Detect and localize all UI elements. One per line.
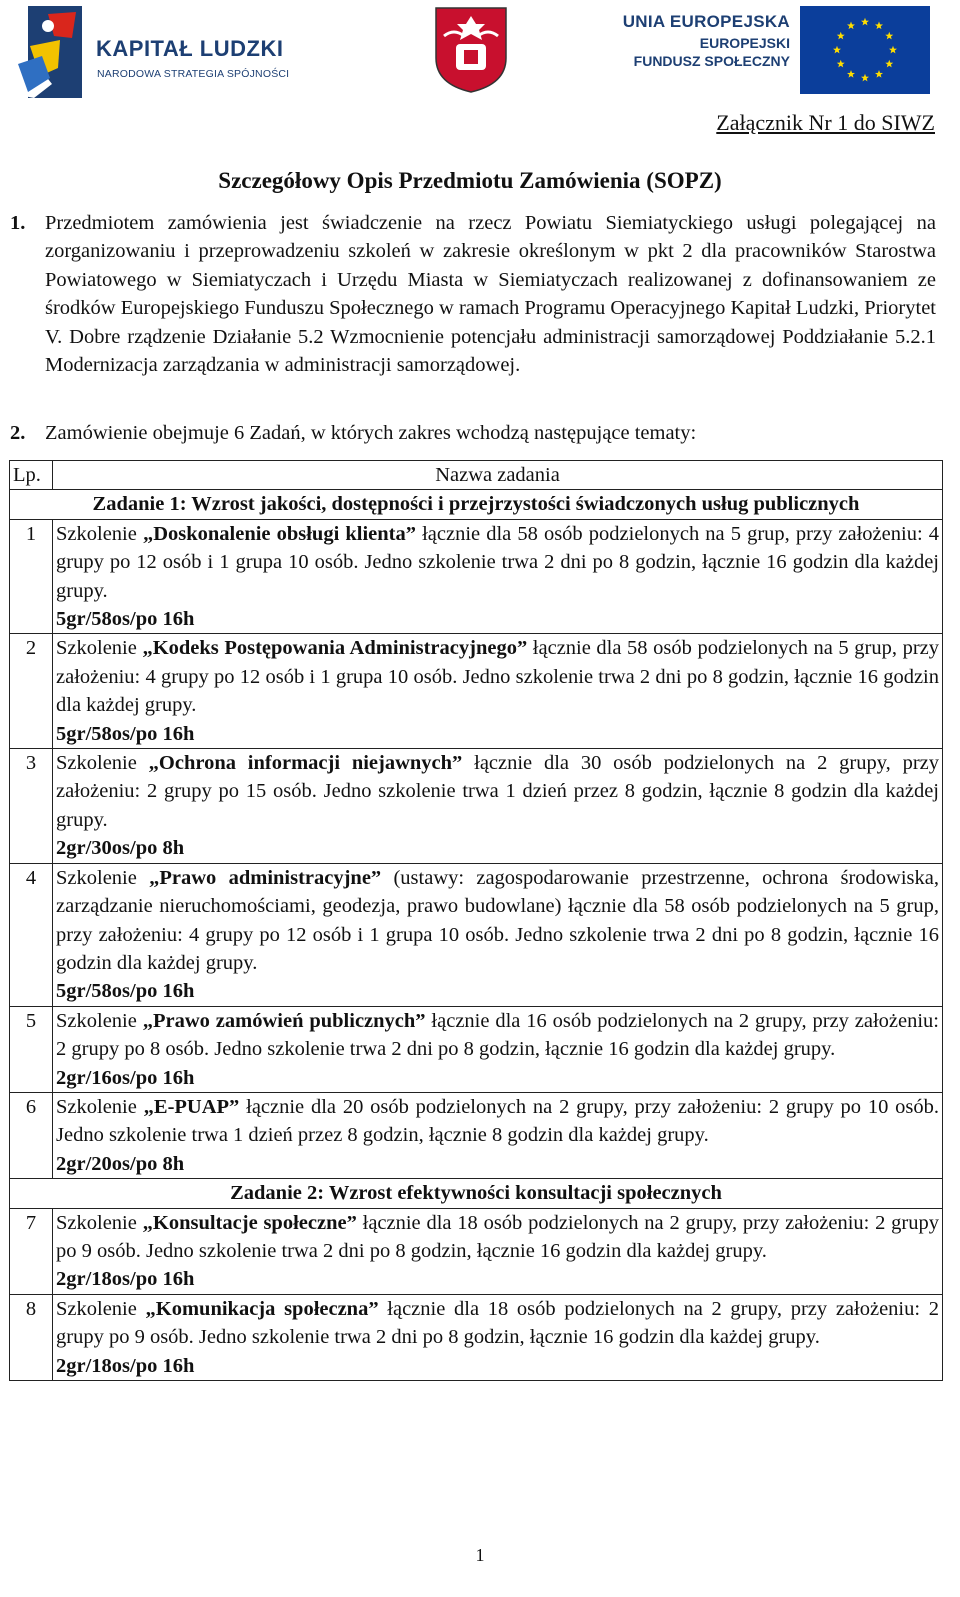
row-details: łącznie dla 20 osób podzielonych na 2 grupy, przy założeniu: 2 grupy po 10 osób. Jedno szkolenie trwa 1 dzień przez 8 godzin, łącznie 8 godzin dla każdej grupy.	[56, 1095, 939, 1147]
kapital-ludzki-title: KAPITAŁ LUDZKI	[96, 36, 284, 61]
table-row	[10, 1208, 943, 1294]
row-prefix: Szkolenie	[56, 866, 150, 889]
row-prefix: Szkolenie	[56, 637, 143, 660]
coat-of-arms-icon	[434, 6, 508, 94]
page-title-text: Szczegółowy Opis Przedmiotu Zamówienia (SOPZ)	[218, 168, 722, 193]
row-code: 2gr/16os/po 16h	[56, 1066, 195, 1089]
header-task-name: Nazwa zadania	[53, 461, 943, 490]
table-row	[10, 634, 943, 749]
row-prefix: Szkolenie	[56, 752, 149, 775]
row-prefix: Szkolenie	[56, 522, 143, 545]
annex-label: Załącznik Nr 1 do SIWZ	[716, 110, 935, 135]
row-lp: 5	[10, 1006, 53, 1092]
kapital-ludzki-logo	[14, 6, 314, 96]
row-lp: 3	[10, 749, 53, 864]
row-training-name: „Konsultacje społeczne”	[142, 1211, 357, 1234]
row-code: 5gr/58os/po 16h	[56, 980, 195, 1003]
header-lp: Lp.	[10, 461, 53, 490]
row-lp: 7	[10, 1208, 53, 1294]
row-details: łącznie dla 58 osób podzielonych na 5 grup, przy założeniu: 4 grupy po 12 osób i 1 grupa 10 osób. Jedno szkolenie trwa 2 dni po 8 godzin, łącznie 16 godzin dla każdej grupy.	[56, 522, 939, 602]
row-details: łącznie dla 58 osób podzielonych na 5 grup, przy założeniu: 4 grupy po 12 osób i 1 grupa 10 osób. Jedno szkolenie trwa 2 dni po 8 godzin, łącznie 16 godzin dla każdej grupy.	[56, 637, 939, 717]
row-lp: 8	[10, 1294, 53, 1380]
row-details: (ustawy: zagospodarowanie przestrzenne, ochrona środowiska, zarządzanie nieruchomościami, geodezja, prawo budowlane) łącznie dla 58 osób podzielonych na 5 grup, przy założeniu: 4 grupy po 12 osób i 1 grupa 10 osób. Jedno szkolenie trwa 2 dni po 8 godzin, łącznie 16 godzin dla każdej grupy.	[56, 866, 939, 974]
section-row-2	[10, 1179, 943, 1208]
paragraph-2-text: Zamówienie obejmuje 6 Zadań, w których zakres wchodzą następujące tematy:	[45, 422, 697, 444]
row-description	[53, 1294, 943, 1380]
row-training-name: „Kodeks Postępowania Administracyjnego”	[142, 637, 528, 660]
row-description	[53, 1006, 943, 1092]
table-row	[10, 519, 943, 634]
page-title	[0, 168, 960, 194]
row-code: 2gr/30os/po 8h	[56, 837, 185, 860]
row-code: 2gr/18os/po 16h	[56, 1354, 195, 1377]
row-description	[53, 634, 943, 749]
table-row	[10, 1294, 943, 1380]
row-prefix: Szkolenie	[56, 1211, 143, 1234]
table-row	[10, 749, 943, 864]
row-description	[53, 749, 943, 864]
row-lp: 1	[10, 519, 53, 634]
paragraph-1	[10, 209, 936, 379]
row-training-name: „E-PUAP”	[143, 1095, 240, 1118]
row-details: łącznie dla 16 osób podzielonych na 2 grupy, przy założeniu: 2 grupy po 8 osób. Jedno szkolenie trwa 2 dni po 8 godzin, łącznie 16 godzin dla każdej grupy.	[56, 1009, 940, 1061]
eu-line-1: UNIA EUROPEJSKA	[622, 12, 790, 31]
paragraph-1-number: 1.	[10, 212, 26, 234]
row-details: łącznie dla 18 osób podzielonych na 2 grupy, przy założeniu: 2 grupy po 9 osób. Jedno szkolenie trwa 2 dni po 8 godzin, łącznie 16 godzin dla każdej grupy.	[56, 1297, 940, 1349]
row-prefix: Szkolenie	[56, 1009, 143, 1032]
row-prefix: Szkolenie	[56, 1297, 146, 1320]
section-1-title: Zadanie 1: Wzrost jakości, dostępności i przejrzystości świadczonych usług publicznych	[10, 490, 943, 519]
row-description	[53, 863, 943, 1006]
table-row	[10, 1006, 943, 1092]
row-training-name: „Komunikacja społeczna”	[145, 1297, 379, 1320]
row-description	[53, 519, 943, 634]
table-row	[10, 1092, 943, 1178]
section-row-1	[10, 490, 943, 519]
eu-line-2: EUROPEJSKI	[699, 35, 790, 51]
page-header	[0, 0, 960, 100]
row-prefix: Szkolenie	[56, 1095, 144, 1118]
row-training-name: „Ochrona informacji niejawnych”	[148, 752, 463, 775]
row-training-name: „Prawo administracyjne”	[149, 866, 382, 889]
row-lp: 2	[10, 634, 53, 749]
page-number: 1	[475, 1545, 485, 1565]
row-lp: 4	[10, 863, 53, 1006]
row-training-name: „Doskonalenie obsługi klienta”	[142, 522, 416, 545]
paragraph-2	[10, 419, 936, 447]
row-description	[53, 1208, 943, 1294]
table-header-row	[10, 461, 943, 490]
row-details: łącznie dla 18 osób podzielonych na 2 grupy, przy założeniu: 2 grupy po 9 osób. Jedno szkolenie trwa 2 dni po 8 godzin, łącznie 16 godzin dla każdej grupy.	[56, 1211, 939, 1262]
paragraph-1-text: Przedmiotem zamówienia jest świadczenie na rzecz Powiatu Siemiatyckiego usługi polegającej na zorganizowaniu i przeprowadzeniu szkoleń w zakresie określonym w pkt 2 dla pracowników Starostwa Powiatowego w Siemiatyczach i Urzędu Miasta w Siemiatyczach realizowanej z dofinansowaniem ze środków Europejskiego Funduszu Społecznego w ramach Programu Operacyjnego Kapitał Ludzki, Priorytet V. Dobre rządzenie Działanie 5.2 Wzmocnienie potencjału administracji samorządowej Poddziałanie 5.2.1 Modernizacja zarządzania w administracji samorządowej.	[45, 212, 936, 377]
row-code: 5gr/58os/po 16h	[56, 722, 195, 745]
row-lp: 6	[10, 1092, 53, 1178]
kapital-ludzki-mark-icon	[14, 6, 88, 98]
row-code: 5gr/58os/po 16h	[56, 608, 195, 631]
kapital-ludzki-subtitle: NARODOWA STRATEGIA SPÓJNOŚCI	[97, 68, 290, 80]
eu-line-3: FUNDUSZ SPOŁECZNY	[633, 53, 790, 69]
eu-flag-icon	[800, 6, 930, 94]
paragraph-2-number: 2.	[10, 422, 26, 444]
table-row	[10, 863, 943, 1006]
section-2-title: Zadanie 2: Wzrost efektywności konsultacji społecznych	[10, 1179, 943, 1208]
row-code: 2gr/20os/po 8h	[56, 1152, 185, 1175]
row-description	[53, 1092, 943, 1178]
eu-text-block	[600, 12, 790, 69]
row-details: łącznie dla 30 osób podzielonych na 2 grupy, przy założeniu: 2 grupy po 15 osób. Jedno szkolenie trwa 1 dzień przez 8 godzin, łącznie 8 godzin dla każdej grupy.	[56, 752, 939, 831]
tasks-table	[9, 460, 943, 1381]
row-code: 2gr/18os/po 16h	[56, 1268, 195, 1291]
row-training-name: „Prawo zamówień publicznych”	[142, 1009, 426, 1032]
